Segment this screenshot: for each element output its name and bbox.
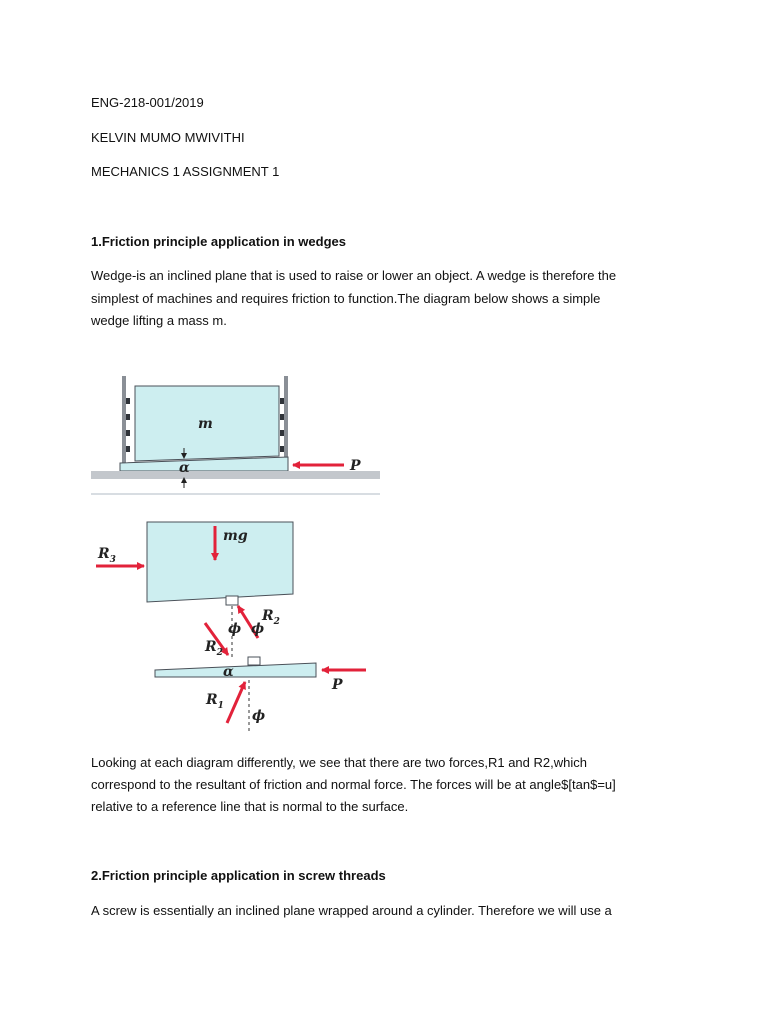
free-body-diagram	[96, 522, 366, 732]
alpha-label-wedge: α	[223, 664, 234, 680]
force-p-label-wedge: P	[332, 677, 343, 693]
section-1-paragraph-line: wedge lifting a mass m.	[91, 313, 227, 328]
wedge-diagram-figure	[88, 368, 388, 740]
left-wall-roller	[126, 446, 130, 452]
assignment-title: MECHANICS 1 ASSIGNMENT 1	[91, 164, 280, 179]
explanation-line: relative to a reference line that is normal to the surface.	[91, 799, 409, 814]
section-2-paragraph-line: A screw is essentially an inclined plane wrapped around a cylinder. Therefore we will use a	[91, 903, 612, 918]
force-r2-wedge-label: $R_2$	[205, 639, 223, 658]
explanation-line: Looking at each diagram differently, we see that there are two forces,R1 and R2,which	[91, 755, 587, 770]
phi-label-block: ϕ	[228, 621, 242, 637]
left-wall-roller	[126, 430, 130, 436]
left-wall-roller	[126, 398, 130, 404]
fbd-wedge	[155, 663, 316, 677]
alpha-label-top: α	[179, 460, 190, 476]
fbd-mass-block	[147, 522, 293, 602]
section-2-heading: 2.Friction principle application in screw threads	[91, 868, 386, 883]
contact-pad-wedge	[248, 657, 260, 665]
wedge-assembly-diagram	[91, 376, 380, 494]
section-1-heading: 1.Friction principle application in wedges	[91, 234, 346, 249]
contact-pad-top	[226, 596, 238, 605]
student-name: KELVIN MUMO MWIVITHI	[91, 130, 245, 145]
left-wall-roller	[126, 414, 130, 420]
mass-label: m	[198, 416, 213, 432]
section-1-paragraph-line: Wedge-is an inclined plane that is used to raise or lower an object. A wedge is therefore the	[91, 268, 617, 283]
force-r1-arrow	[227, 682, 245, 723]
weight-label: mg	[223, 528, 248, 544]
force-p-label-top: P	[350, 458, 361, 474]
left-wall	[122, 376, 126, 472]
right-wall-roller	[280, 446, 284, 452]
right-wall-roller	[280, 398, 284, 404]
force-r3-label: $R_3$	[98, 546, 116, 565]
explanation-line: correspond to the resultant of friction and normal force. The forces will be at angle$[tan$=u]	[91, 777, 616, 792]
phi-label-block-2: ϕ	[251, 621, 265, 637]
ground	[91, 471, 380, 479]
registration-number: ENG-218-001/2019	[91, 95, 204, 110]
right-wall-roller	[280, 414, 284, 420]
phi-label-bottom: ϕ	[252, 708, 266, 724]
section-1-paragraph-line: simplest of machines and requires friction to function.The diagram below shows a simple	[91, 291, 601, 306]
right-wall-roller	[280, 430, 284, 436]
force-r2-block-label: $R_2$	[262, 608, 280, 627]
force-r1-label: $R_1$	[206, 692, 224, 711]
